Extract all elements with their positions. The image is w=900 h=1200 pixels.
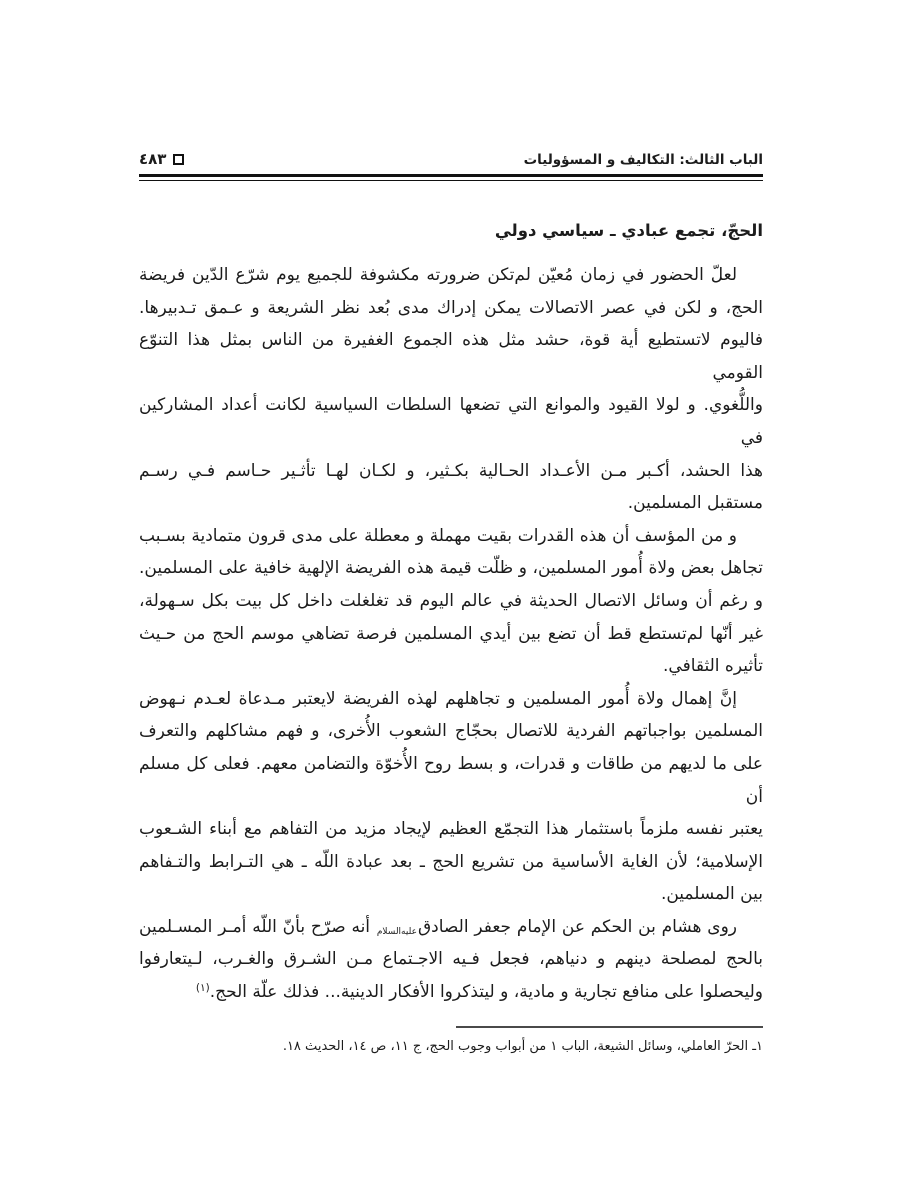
text-line: بالحج لمصلحة دينهم و دنياهم، فجعل فـيه الاجـتماع مـن الشـرق والغـرب، لـيتعارفوا (139, 949, 763, 970)
text-line: الحج، و لكن في عصر الاتصالات يمكن إدراك مدى بُعد نظر الشريعة و عـمق تـدبيرها. (139, 297, 763, 318)
paragraph (139, 520, 763, 683)
text-line: بين المسلمين. (660, 884, 763, 905)
text-line: هذا الحشد، أكـبر مـن الأعـداد الحـالية بكـثير، و لكـان لهـا تأثـير حـاسم فـي رسـم (139, 460, 763, 481)
text-line: الإسلامية؛ لأن الغاية الأساسية من تشريع الحج ـ بعد عبادة اللّه ـ هي التـرابط والتـفاهم (139, 851, 763, 872)
page-number: ٤٨٣ (139, 150, 167, 168)
paragraph (139, 259, 763, 520)
chapter-title: الباب الثالث: التكاليف و المسؤوليات (523, 152, 763, 168)
page-content (139, 150, 763, 1057)
section-heading: الحجّ، تجمع عبادي ـ سياسي دولي (494, 221, 763, 240)
footnote-text: ١ـ الحرّ العاملي، وسائل الشيعة، الباب ١ من أبواب وجوب الحج، ج ١١، ص ١٤، الحديث ١٨. (282, 1038, 763, 1054)
page-number-block (139, 150, 184, 168)
honorific-mark: عليه‌السلام (376, 926, 417, 937)
text-line: على ما لديهم من طاقات و قدرات، و بسط روح الأُخوّة والتضامن معهم. فعلى كل مسلم أن (139, 753, 763, 807)
text-segment: روى هشام بن الحكم عن الإمام جعفر الصادق (417, 916, 737, 937)
paragraph (139, 683, 763, 911)
text-line: و من المؤسف أن هذه القدرات بقيت مهملة و معطلة على مدى قرون متمادية بسـبب (139, 525, 737, 546)
text-line: مستقبل المسلمين. (627, 493, 763, 514)
paragraph (139, 911, 763, 1009)
text-line: وليحصلوا على منافع تجارية و مادية، و ليتذكروا الأفكار الدينية... فذلك علّة الحج.$^{(١)}$ (195, 982, 763, 1003)
text-line: فاليوم لاتستطيع أية قوة، حشد مثل هذه الجموع الغفيرة من الناس بمثل هذا التنوّع القومي (139, 330, 763, 383)
running-header (139, 150, 763, 174)
text-segment: أنه صرّح بأنّ اللّه أمـر المسـلمين (139, 916, 376, 937)
body-text (139, 259, 763, 1009)
text-line: يعتبر نفسه ملزماً باستثمار هذا التجمّع العظيم لإيجاد مزيد من التفاهم مع أبناء الشـعوب (139, 819, 763, 840)
header-rule-thin (139, 180, 763, 182)
text-line: إنَّ إهمال ولاة أُمور المسلمين و تجاهلهم لهذه الفريضة لايعتبر مـدعاة لعـدم نـهوض (139, 688, 737, 709)
text-line: تأثيره الثقافي. (663, 656, 763, 677)
footnote-separator (456, 1026, 763, 1028)
footnote-reference: (١) (195, 982, 210, 995)
text-line: غير أنّها لم‌تستطع قط أن تضع بين أيدي المسلمين فرصة تضاهي موسم الحج من حـيث (139, 623, 763, 644)
text-line: المسلمين بواجباتهم الفردية للاتصال بحجّاج الشعوب الأُخرى، و فهم مشاكلهم والتعرف (139, 721, 763, 742)
text-line: تجاهل بعض ولاة أُمور المسلمين، و ظلّت قيمة هذه الفريضة الإلهية خافية على المسلمين. (139, 558, 763, 579)
text-line (139, 911, 763, 944)
text-line: واللُّغوي. و لولا القيود والموانع التي تضعها السلطات السياسية لكانت أعداد المشاركين في (139, 395, 763, 448)
text-line: و رغم أن وسائل الاتصال الحديثة في عالم اليوم قد تغلغلت داخل كل بيت بكل سـهولة، (139, 590, 763, 611)
text-line: لعلّ الحضور في زمان مُعيّن لم‌تكن ضرورته مكشوفة للجميع يوم شرّع الدّين فريضة (139, 265, 737, 285)
square-outline-icon (173, 154, 184, 165)
